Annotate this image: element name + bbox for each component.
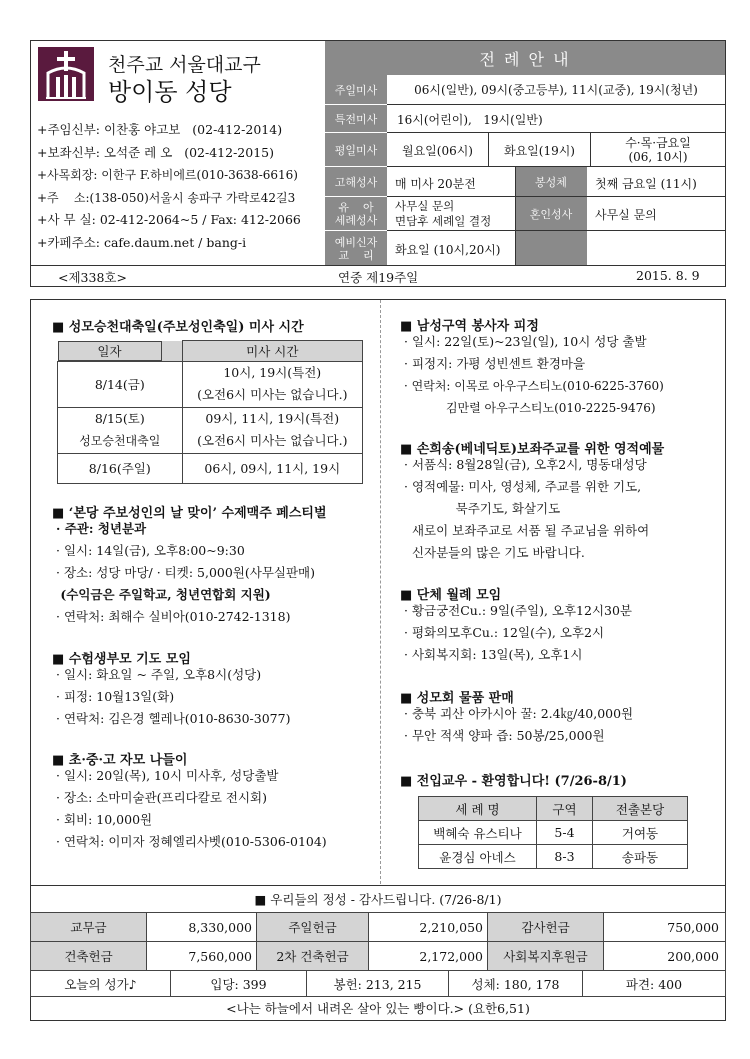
staff-list [37, 119, 327, 255]
row1-time [182, 361, 362, 407]
group-line: · 사회복지회: 13일(목), 오후1시 [404, 647, 583, 662]
liturgical-week: 연중 제19주일 [338, 270, 419, 285]
exam-line: · 일시: 화요일 ~ 주일, 오후8시(성당) [56, 667, 262, 682]
row3-time: 06시, 09시, 11시, 19시 [182, 453, 362, 483]
row1-date: 8/14(금) [58, 361, 183, 407]
benedict-line: 신자분들의 많은 기도 바랍니다. [404, 545, 585, 560]
bulletin-date: 2015. 8. 9 [636, 268, 700, 283]
church-name-line1: 천주교 서울대교구 [108, 54, 261, 76]
hymns-label: 오늘의 성가♪ [31, 971, 171, 997]
liturgy-grid [325, 75, 725, 266]
trip-line: · 회비: 10,000원 [56, 812, 153, 827]
col-date-header: 일자 [58, 341, 162, 361]
assumption-heading: ■ 성모승천대축일(주보성인축일) 미사 시간 [52, 320, 304, 335]
eve-mass-label: 특전미사 [325, 105, 387, 133]
church-logo [38, 47, 94, 101]
precat-label-1: 예비신자 [334, 235, 378, 249]
trip-lines [56, 765, 327, 853]
newcomer-zone: 8-3 [537, 845, 593, 869]
row1-time-1: 10시, 19시(특전) [223, 365, 322, 380]
benedict-heading: ■ 손희송(베네딕토)보좌주교를 위한 영적예물 [400, 442, 665, 457]
anointing-value: 첫째 금요일 (11시) [595, 177, 697, 191]
offering-value: 2,172,000 [369, 942, 488, 971]
offering-table [30, 912, 726, 971]
marriage-value: 사무실 문의 [595, 208, 657, 222]
staff-line: +보좌신부: 오석준 레 오 (02-412-2015) [37, 144, 274, 160]
south-line: 김만렬 아우구스티노(010-2225-9476) [404, 401, 656, 415]
infant-baptism-value [395, 199, 491, 229]
hymns-table [30, 970, 726, 997]
south-line: · 피정지: 가평 성빈센트 환경마을 [404, 356, 586, 371]
hymn-recessional: 파견: 400 [583, 971, 726, 997]
row2-time-2: (오전6시 미사는 없습니다.) [197, 433, 348, 448]
trip-heading: ■ 초·중·고 자모 나들이 [52, 753, 188, 768]
beer-lines [56, 518, 315, 628]
newcomers-col-name: 세 례 명 [419, 797, 537, 821]
benedict-line: 묵주기도, 화살기도 [404, 501, 561, 516]
exam-lines [56, 664, 290, 730]
south-heading: ■ 남성구역 봉사자 피정 [400, 319, 539, 334]
weekday-tue: 화요일(19시) [489, 133, 591, 167]
beer-line: · 주관: 청년분과 [56, 521, 147, 536]
sale-line: · 충북 괴산 아카시아 꿀: 2.4㎏/40,000원 [404, 706, 634, 721]
newcomer-zone: 5-4 [537, 821, 593, 845]
church-name-line2: 방이동 성당 [108, 78, 232, 106]
newcomer-name: 윤경심 아네스 [419, 845, 537, 869]
exam-line: · 피정: 10월13일(화) [56, 689, 175, 704]
exam-heading: ■ 수험생부모 기도 모임 [52, 652, 191, 667]
offering-value: 750,000 [604, 913, 726, 942]
offering-label: 건축헌금 [31, 942, 147, 971]
benedict-line: · 영적예물: 미사, 영성체, 주교를 위한 기도, [404, 479, 642, 494]
infant-value-1: 사무실 문의 [395, 199, 455, 213]
newcomers-heading: ■ 전입교우 - 환영합니다! (7/26-8/1) [400, 774, 627, 789]
sale-line: · 무안 적색 양파 즙: 50봉/25,000원 [404, 728, 605, 743]
column-divider [380, 300, 381, 884]
staff-line: +카페주소: cafe.daum.net / bang-i [37, 234, 247, 250]
south-line: · 일시: 22일(토)~23일(일), 10시 성당 출발 [404, 334, 647, 349]
precatechumen-value: 화요일 (10시,20시) [395, 243, 501, 257]
newcomers-table [418, 796, 688, 869]
row1-time-2: (오전6시 미사는 없습니다.) [197, 387, 348, 402]
row2-date [58, 407, 183, 453]
offering-label: 사회복지후원금 [488, 942, 604, 971]
assumption-table [57, 340, 363, 484]
newcomers-col-from: 전출본당 [593, 797, 688, 821]
staff-line: +주임신부: 이찬홍 야고보 (02-412-2014) [37, 122, 283, 137]
beer-line: (수익금은 주일학교, 청년연합회 지원) [56, 587, 271, 602]
beer-line: · 장소: 성당 마당/ · 티켓: 5,000원(사무실판매) [56, 565, 316, 580]
trip-line: · 일시: 20일(목), 10시 미사후, 성당출발 [56, 768, 279, 783]
trip-line: · 장소: 소마미술관(프리다칼로 전시회) [56, 790, 267, 805]
south-lines [404, 331, 664, 419]
offering-value: 7,560,000 [147, 942, 257, 971]
liturgy-title: 전 례 안 내 [325, 41, 725, 75]
precatechumen-label [325, 231, 387, 266]
infant-value-2: 면담후 세례일 결정 [395, 214, 492, 228]
offering-label: 감사헌금 [488, 913, 604, 942]
benedict-lines [404, 454, 649, 564]
infant-baptism-label [325, 197, 387, 231]
offering-value: 200,000 [604, 942, 726, 971]
infant-label-2: 세례성사 [334, 213, 378, 227]
offering-label: 2차 건축헌금 [257, 942, 369, 971]
confession-label: 고해성사 [325, 167, 387, 197]
south-line: · 연락처: 이목로 아우구스티노(010-6225-3760) [404, 379, 664, 393]
offering-label: 주일헌금 [257, 913, 369, 942]
sale-heading: ■ 성모회 물품 판매 [400, 691, 514, 706]
weekday-wed-line1: 수·목·금요일 [625, 136, 691, 150]
sunday-mass-label: 주일미사 [325, 75, 387, 105]
weekday-mon: 월요일(06시) [387, 133, 489, 167]
sunday-mass-value: 06시(일반), 09시(중고등부), 11시(교중), 19시(청년) [387, 75, 725, 105]
weekday-mass-label: 평일미사 [325, 133, 387, 167]
row2-date-2: 성모승천대축일 [79, 434, 161, 448]
precat-label-2: 교 리 [338, 248, 374, 262]
row2-time [182, 407, 362, 453]
staff-line: +사목회장: 이한구 F.하비에르(010-3638-6616) [37, 168, 298, 183]
offering-value: 2,210,050 [369, 913, 488, 942]
marriage-label: 혼인성사 [515, 197, 587, 231]
benedict-line: · 서품식: 8월28일(금), 오후2시, 명동대성당 [404, 457, 647, 472]
newcomers-col-zone: 구역 [537, 797, 593, 821]
newcomer-name: 백혜숙 유스티나 [419, 821, 537, 845]
offering-title: ■ 우리들의 정성 - 감사드립니다. (7/26-8/1) [30, 885, 726, 912]
issue-number: <제338호> [58, 270, 127, 285]
anointing-label: 봉성체 [515, 167, 587, 197]
offering-label: 교무금 [31, 913, 147, 942]
hymn-offertory: 봉헌: 213, 215 [307, 971, 449, 997]
staff-line: +주 소:(138-050)서울시 송파구 가락로42길3 [37, 190, 296, 205]
group-lines [404, 600, 632, 666]
newcomer-from: 송파동 [593, 845, 688, 869]
infant-label-1: 유 아 [338, 200, 374, 214]
sale-lines [404, 703, 633, 747]
bible-verse: <나는 하늘에서 내려온 살아 있는 빵이다.> (요한6,51) [226, 1001, 530, 1016]
beer-heading: ■ ‘본당 주보성인의 날 맞이’ 수제맥주 페스티벌 [52, 506, 327, 521]
confession-value: 매 미사 20분전 [395, 177, 476, 191]
exam-line: · 연락처: 김은경 헬레나(010-8630-3077) [56, 711, 291, 726]
group-line: · 평화의모후Cu.: 12일(수), 오후2시 [404, 625, 605, 640]
beer-line: · 일시: 14일(금), 오후8:00~9:30 [56, 543, 245, 558]
eve-mass-value: 16시(어린이), 19시(일반) [397, 113, 543, 127]
offering-value: 8,330,000 [147, 913, 257, 942]
row2-date-1: 8/15(토) [94, 411, 145, 426]
precat-filler [515, 231, 587, 266]
row2-time-1: 09시, 11시, 19시(특전) [205, 411, 340, 426]
row3-date: 8/16(주일) [58, 453, 183, 483]
newcomer-from: 거여동 [593, 821, 688, 845]
hymn-communion: 성체: 180, 178 [449, 971, 583, 997]
trip-line: · 연락처: 이미자 정혜엘리사벳(010-5306-0104) [56, 834, 327, 849]
group-line: · 황금궁전Cu.: 9일(주일), 오후12시30분 [404, 603, 633, 618]
group-heading: ■ 단체 월례 모임 [400, 588, 502, 603]
hymn-entrance: 입당: 399 [171, 971, 307, 997]
weekday-wed-fri [591, 133, 725, 167]
staff-line: +사 무 실: 02-412-2064~5 / Fax: 412-2066 [37, 212, 301, 228]
col-time-header: 미사 시간 [182, 341, 362, 362]
weekday-wed-line2: (06, 10시) [628, 150, 688, 164]
beer-line: · 연락처: 최해수 실비아(010-2742-1318) [56, 609, 291, 624]
benedict-line: 새로이 보좌주교로 서품 될 주교님을 위하여 [404, 523, 650, 538]
